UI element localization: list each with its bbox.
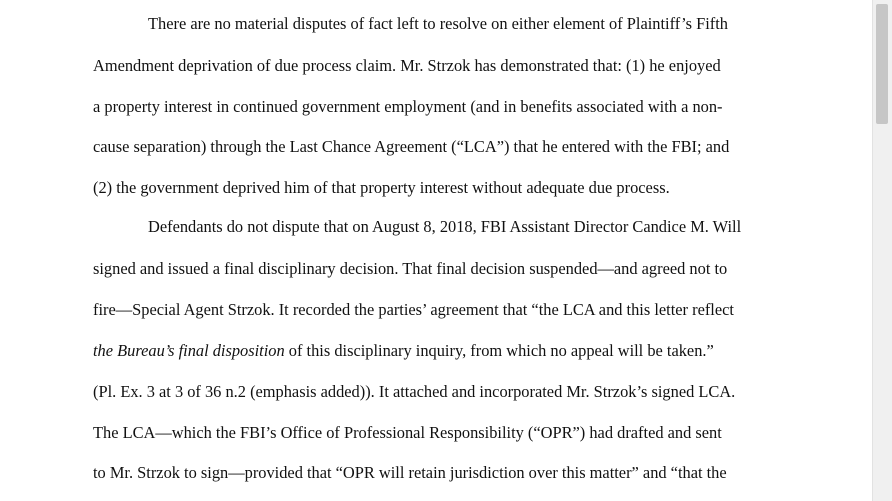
paragraph-1-line-2: Amendment deprivation of due process claim. Mr. Strzok has demonstrated that: (1) he enjoyed: [93, 56, 721, 75]
paragraph-2-line-1: Defendants do not dispute that on August 8, 2018, FBI Assistant Director Candice M. Will: [148, 217, 742, 236]
paragraph-2-line-6: The LCA—which the FBI’s Office of Professional Responsibility (“OPR”) had drafted and sent: [93, 423, 722, 442]
paragraph-1-line-1: There are no material disputes of fact left to resolve on either element of Plaintiff’s Fifth: [148, 14, 729, 33]
scrollbar-thumb[interactable]: [876, 4, 888, 124]
paragraph-2-line-2: signed and issued a final disciplinary decision. That final decision suspended—and agreed not to: [93, 259, 728, 278]
line-remainder: of this disciplinary inquiry, from which no appeal will be taken.”: [284, 341, 714, 360]
paragraph-1-line-3: a property interest in continued government employment (and in benefits associated with a non-: [93, 97, 723, 116]
emphasized-text: the Bureau’s final disposition: [93, 341, 285, 360]
paragraph-2-line-3: fire—Special Agent Strzok. It recorded the parties’ agreement that “the LCA and this letter reflect: [93, 300, 734, 319]
paragraph-1-line-4: cause separation) through the Last Chance Agreement (“LCA”) that he entered with the FBI; and: [93, 137, 730, 156]
paragraph-2-line-7: to Mr. Strzok to sign—provided that “OPR will retain jurisdiction over this matter” and “that the: [93, 463, 727, 482]
paragraph-2-line-4: [93, 341, 714, 361]
paragraph-1-line-5: (2) the government deprived him of that property interest without adequate due process.: [93, 178, 670, 197]
vertical-scrollbar[interactable]: [872, 0, 892, 501]
paragraph-2-line-5: (Pl. Ex. 3 at 3 of 36 n.2 (emphasis added)). It attached and incorporated Mr. Strzok’s signed LCA.: [93, 382, 736, 401]
